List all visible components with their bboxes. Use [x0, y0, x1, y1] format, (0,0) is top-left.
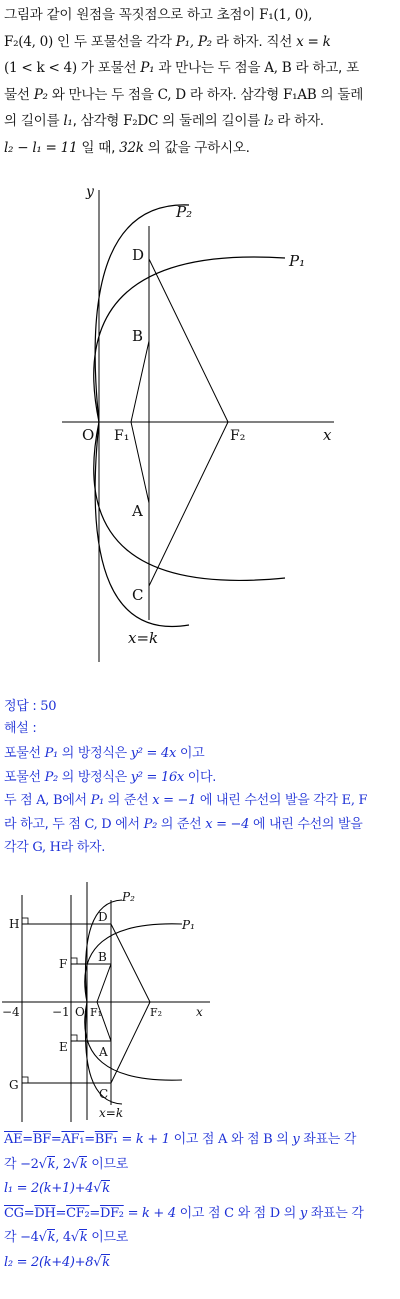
solution-label: 해설 : [4, 721, 37, 736]
text: 라 하자. 직선 [211, 33, 297, 50]
math: y [292, 1132, 300, 1147]
text: 포물선 [4, 746, 45, 761]
math: F₁(1, 0), [259, 7, 313, 23]
label-f1: F₁ [114, 428, 130, 444]
label-p1: P₁ [289, 252, 306, 270]
math: F₁AB [283, 86, 317, 103]
label-minus-1: −1 [52, 1005, 70, 1019]
label-x: x [196, 1005, 203, 1019]
math: C, D [157, 86, 186, 103]
text: 좌표는 각 [299, 1132, 357, 1147]
math: , 4 [55, 1230, 71, 1245]
label-f2: F₂ [230, 428, 246, 444]
text: 좌표는 각 [306, 1205, 364, 1221]
math: P₁, P₂ [175, 33, 212, 50]
text: 이다. [183, 769, 217, 785]
text: 의 둘레의 길이를 [158, 113, 265, 129]
text: 의 [279, 1205, 300, 1221]
math: C [224, 1205, 234, 1221]
math: P₂ [143, 816, 157, 832]
text: , 삼각형 [72, 113, 124, 129]
text: 이므로 [87, 1230, 129, 1245]
text: 일 때, [77, 139, 120, 156]
segment-f1-b [97, 964, 111, 1002]
sqrt-k: k [79, 1230, 88, 1245]
math: A, B [36, 793, 63, 808]
label-p2: P₂ [176, 203, 193, 221]
math: l₁ [63, 113, 73, 129]
text: 이고 [175, 746, 205, 761]
segment-cg: $\overline{CG}$ [4, 1205, 24, 1221]
math: (1 < k < 4) [4, 60, 77, 76]
solution-line-9: $\overline{CG}=\overline{DH}=CF_2=DF_2 = k + 4$ 이고 점 C 와 점 D 의 y 좌표는 각 [4, 1205, 364, 1221]
solution-continued [4, 1128, 396, 1275]
math: F₂(4, 0) [4, 33, 54, 50]
text: 라 하고, 두 점 [4, 816, 85, 832]
math: P₂ [33, 86, 48, 103]
label-f: F [59, 957, 68, 971]
right-angle-h [22, 918, 28, 924]
label-x: x [323, 426, 332, 444]
text: 라 하자. [273, 113, 324, 129]
sqrt-k: k [102, 1181, 110, 1196]
text: 가 포물선 [76, 60, 141, 76]
text: 에서 [62, 793, 91, 808]
text: 의 길이를 [4, 113, 64, 129]
math: y [299, 1205, 307, 1221]
text: 라 하자. [60, 840, 106, 855]
text: 이므로 [87, 1156, 129, 1172]
math: A, B [264, 60, 292, 76]
math: −4 [20, 1230, 39, 1245]
solution-line-6: $\overline{AE}=\overline{BF}=AF_1=BF_1 = k + 1$ 이고 점 A 와 점 B 의 y 좌표는 각 [4, 1132, 357, 1147]
text: 물선 [4, 86, 34, 103]
right-angle-g [22, 1077, 28, 1083]
text: 각 [4, 1156, 21, 1172]
math: y² = 4x [130, 746, 176, 761]
text: 라 하고, 포 [291, 60, 359, 76]
solution-line-8: l₁ = 2(k+1)+4√k [4, 1181, 110, 1196]
right-angle-e [71, 1035, 77, 1041]
label-line-k: x=k [128, 629, 159, 647]
text: 인 두 포물선을 각각 [53, 33, 176, 50]
label-f2: F₂ [150, 1006, 163, 1019]
text: 에서 [111, 816, 144, 832]
math: A [218, 1132, 228, 1147]
answer-label: 정답 : [4, 699, 41, 714]
label-origin: O [82, 426, 95, 444]
text: 포물선 [4, 769, 45, 785]
solution-line-11: l₂ = 2(k+4)+8√k [4, 1254, 110, 1270]
segment-dh: $\overline{DH}$ [34, 1205, 56, 1221]
text: 의 방정식은 [57, 769, 131, 785]
text: 두 점 [4, 793, 37, 808]
math: −2 [20, 1156, 39, 1172]
label-minus-4: −4 [2, 1005, 20, 1019]
math: 32k [119, 139, 144, 156]
label-a: A [132, 502, 143, 520]
math: l₂ [264, 113, 274, 129]
text: 라 하자. 삼각형 [185, 86, 283, 103]
label-c: C [99, 1087, 109, 1101]
math: x = −1 [152, 793, 197, 808]
text: 이고 점 [169, 1132, 219, 1147]
label-h: H [9, 917, 20, 931]
text: 의 둘레 [316, 86, 364, 103]
math: P₁ [44, 746, 58, 761]
segment-f2-c [111, 1002, 150, 1083]
text: 각 [4, 1230, 21, 1245]
math: P₁ [140, 60, 155, 76]
solution-line-7: 각 −2√k, 2√k 이므로 [4, 1156, 129, 1172]
text: 와 점 [233, 1205, 270, 1221]
math: l₁ = 2(k+1)+4 [4, 1181, 94, 1196]
text: 각각 [4, 840, 33, 855]
sqrt-k: k [47, 1230, 56, 1245]
segment-bf1: BF₁ [94, 1132, 118, 1147]
text: 와 만나는 두 점을 [47, 86, 158, 103]
label-c: C [132, 586, 144, 604]
text: 와 점 [227, 1132, 264, 1147]
segment-bf: $\overline{BF}$ [32, 1132, 51, 1147]
math: = k + 1 [117, 1132, 170, 1147]
text: 의 준선 [156, 816, 206, 832]
segment-af1: AF₁ [61, 1132, 85, 1147]
sqrt-k: k [102, 1254, 110, 1270]
math: B [263, 1132, 273, 1147]
segment-f2-d [111, 924, 150, 1002]
math: C, D [84, 816, 112, 832]
math: D [269, 1205, 280, 1221]
segment-df2: DF₂ [99, 1205, 124, 1221]
solution-line-10: 각 −4√k, 4√k 이므로 [4, 1230, 129, 1245]
text: 의 방정식은 [57, 746, 131, 761]
text: 에 내린 수선의 발을 각각 [196, 793, 342, 808]
label-line-k: x=k [99, 1106, 124, 1120]
label-d: D [132, 246, 145, 264]
text: 이고 점 [175, 1205, 225, 1221]
answer-value: 50 [40, 699, 57, 714]
math: , 2 [55, 1156, 71, 1172]
label-y: y [86, 184, 94, 200]
math: E, F [341, 793, 368, 808]
text: 의 [272, 1132, 293, 1147]
segment-cf2: CF₂ [66, 1205, 90, 1221]
math: l₂ = 2(k+4)+8 [4, 1254, 94, 1270]
math: x = −4 [205, 816, 250, 832]
math: F₂DC [123, 113, 159, 129]
label-e: E [59, 1040, 68, 1054]
text: 과 만나는 두 점을 [154, 60, 265, 76]
text: 의 준선 [103, 793, 153, 808]
label-p1: P₁ [182, 918, 195, 932]
label-f1: F₁ [90, 1006, 103, 1019]
text: 에 내린 수선의 발을 [249, 816, 363, 832]
right-angle-f [71, 958, 77, 964]
label-g: G [9, 1078, 19, 1092]
sqrt-k: k [79, 1156, 88, 1172]
math: P₂ [44, 769, 58, 785]
sqrt-k: k [47, 1156, 56, 1172]
math: l₂ − l₁ = 11 [4, 139, 78, 156]
label-b: B [98, 950, 107, 964]
math: y² = 16x [130, 769, 184, 785]
math: x = k [296, 33, 331, 50]
text: 의 값을 구하시오. [143, 139, 250, 156]
label-p2: P₂ [122, 890, 135, 904]
math: P₁ [90, 793, 104, 808]
label-a: A [99, 1045, 108, 1059]
segment-ae: $\overline{AE}$ [4, 1132, 23, 1147]
math: = k + 4 [123, 1205, 176, 1221]
math: G, H [32, 840, 61, 855]
label-d: D [98, 910, 108, 924]
text: 그림과 같이 원점을 꼭짓점으로 하고 초점이 [4, 7, 260, 23]
label-b: B [132, 327, 144, 345]
label-origin: O [75, 1005, 85, 1019]
